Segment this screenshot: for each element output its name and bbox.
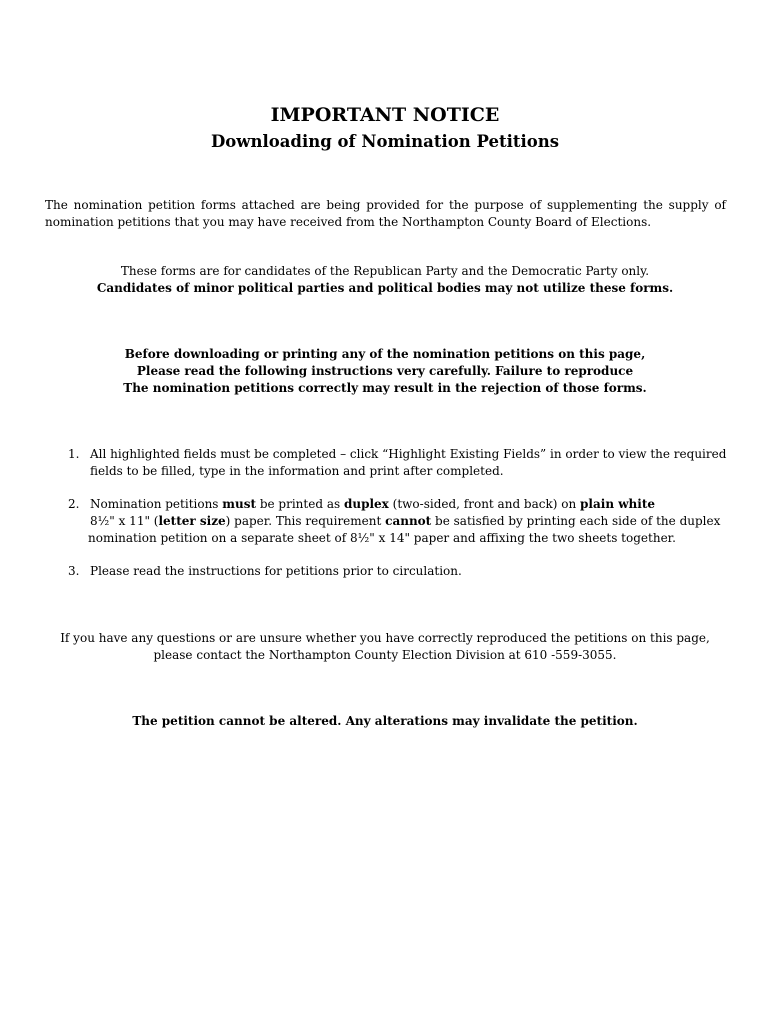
intro-line-1: The nomination petition forms attached are being provided for the purpose of supplementing the supply of (45, 198, 726, 212)
closing-statement (0, 713, 770, 730)
instruction-text (90, 446, 727, 480)
instruction-text (90, 496, 720, 547)
instruction-number: 3. (68, 564, 80, 578)
page-title: IMPORTANT NOTICE (270, 104, 500, 126)
instruction-number: 1. (68, 447, 80, 461)
instruction-3-line-1: Please read the instructions for petitions prior to circulation. (90, 564, 462, 578)
warning-line-3: The nomination petitions correctly may result in the rejection of those forms. (123, 381, 647, 395)
contact-paragraph (0, 630, 770, 664)
intro-paragraph (45, 197, 726, 231)
intro-line-2: nomination petitions that you may have received from the Northampton County Board of Elections. (45, 215, 652, 229)
warning-line-2: Please read the following instructions very carefully. Failure to reproduce (136, 364, 634, 378)
eligibility-line-2: Candidates of minor political parties and political bodies may not utilize these forms. (96, 281, 674, 295)
closing-line: The petition cannot be altered. Any alterations may invalidate the petition. (132, 714, 638, 728)
instruction-text (90, 563, 720, 580)
instruction-number: 2. (68, 497, 80, 511)
instruction-1-line-2: fields to be filled, type in the information and print after completed. (90, 464, 504, 478)
instruction-2-line-2: 8½" x 11" (letter size) paper. This requirement cannot be satisfied by printing each side of the duplex (90, 514, 721, 528)
contact-line-1: If you have any questions or are unsure whether you have correctly reproduced the petitions on this page, (60, 631, 710, 645)
eligibility-paragraph (0, 263, 770, 297)
warning-paragraph (0, 346, 770, 397)
page-subtitle: Downloading of Nomination Petitions (210, 132, 560, 151)
warning-line-1: Before downloading or printing any of the nomination petitions on this page, (124, 347, 646, 361)
eligibility-line-1: These forms are for candidates of the Republican Party and the Democratic Party only. (120, 264, 650, 278)
instruction-2-line-3: nomination petition on a separate sheet of 8½" x 14" paper and affixing the two sheets together. (88, 531, 676, 545)
instruction-1-line-1: All highlighted fields must be completed – click “Highlight Existing Fields” in order to view the required (90, 447, 727, 461)
contact-line-2: please contact the Northampton County Election Division at 610 -559-3055. (153, 648, 617, 662)
instruction-2-line-1: Nomination petitions must be printed as duplex (two-sided, front and back) on plain white (90, 497, 656, 511)
